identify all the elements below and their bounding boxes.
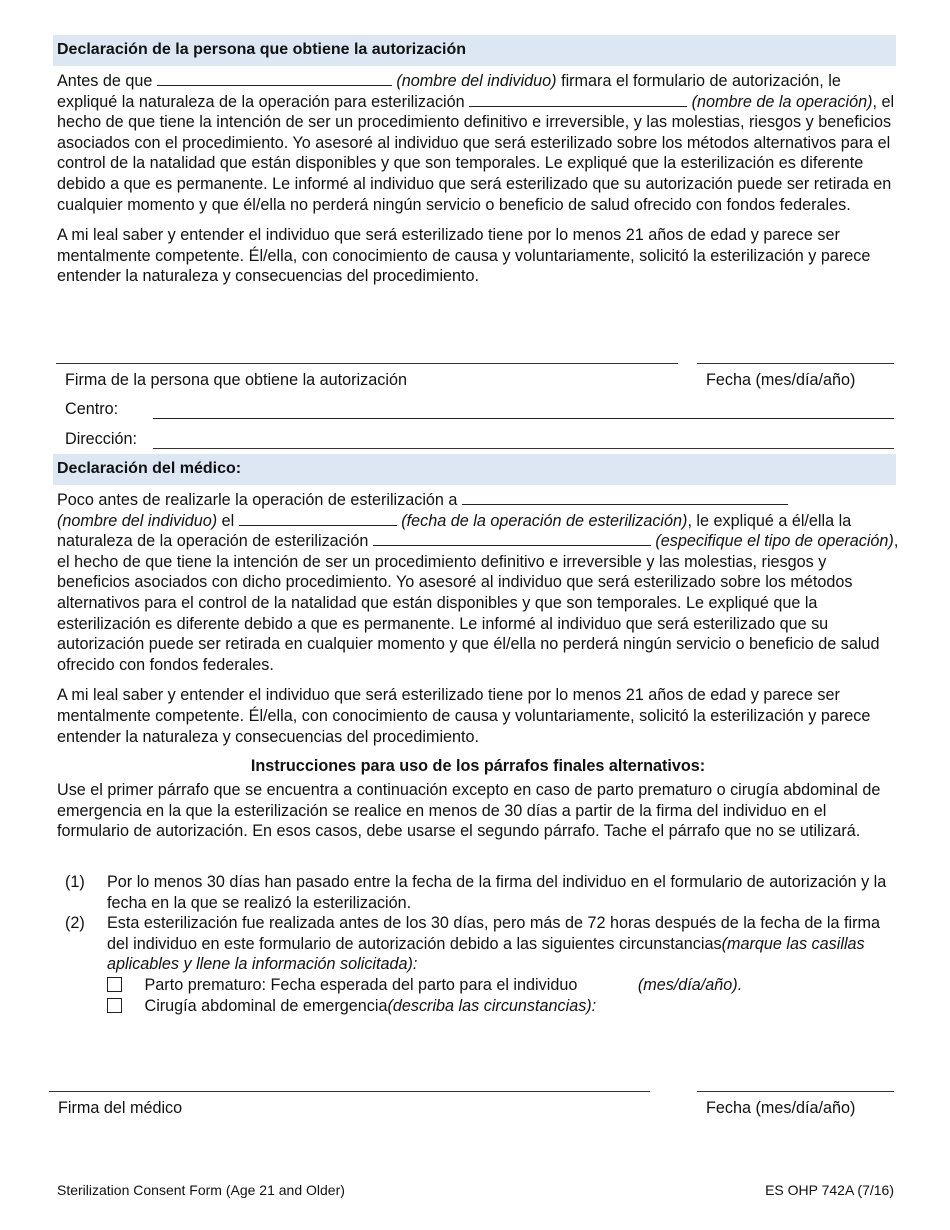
obtainer-signature-label: Firma de la persona que obtiene la autorización — [65, 371, 407, 389]
center-line[interactable] — [153, 418, 894, 419]
text-fragment: , el hecho de que tiene la intención de ser un procedimiento definitivo e irreversible, y las molestias, riesgos y beneficios asociados con el procedimiento. Yo asesoré al individuo que será esterilizado sobre los métodos alternativos para el control de la natalidad que están disponibles y que son temporales. Le expliqué que la esterilización es diferente debido a que es permanente. Le informé al individuo que será esterilizado que su autorización puede ser retirada en cualquier momento y que él/ella no perderá ningún servicio o beneficio de salud ofrecido con fondos federales. — [57, 92, 895, 214]
physician-individual-name-blank[interactable] — [462, 490, 788, 505]
text-fragment: Antes de que — [57, 72, 153, 90]
form-code: ES OHP 742A (7/16) — [765, 1182, 894, 1198]
operation-name-blank[interactable] — [469, 92, 687, 107]
obtainer-statement — [57, 71, 899, 287]
section-title: Declaración de la persona que obtiene la autorización — [57, 41, 466, 58]
instructions-paragraph: Use el primer párrafo que se encuentra a continuación excepto en caso de parto prematuro o cirugía abdominal de emergencia en la que la esterilización se realice en menos de 30 días a partir de la firma del individuo en el formulario de autorización. En esos casos, debe usarse el segundo párrafo. Tache el párrafo que no se utilizará. — [57, 781, 881, 841]
instructions-text — [57, 780, 899, 842]
operation-type-blank[interactable] — [373, 531, 651, 546]
text-fragment: (especifique el tipo de operación) — [655, 532, 894, 551]
section-header-obtainer — [53, 35, 896, 66]
emergency-surgery-option — [107, 996, 596, 1017]
premature-birth-label: Parto prematuro: Fecha esperada del parto para el individuo — [144, 976, 578, 994]
text-fragment: (nombre del individuo) — [57, 511, 218, 530]
address-line[interactable] — [153, 448, 894, 449]
physician-date-label: Fecha (mes/día/año) — [706, 1099, 856, 1117]
text-fragment: Poco antes de realizarle la operación de esterilización a — [57, 491, 458, 509]
text-fragment: firmara el formulario de autorización, le expliqué la naturaleza de la operación para esterilización — [57, 72, 841, 111]
text-fragment: el — [221, 511, 235, 530]
text-fragment: (marque las casillas aplicables y llene la información solicitada): — [107, 934, 865, 974]
option-text — [107, 913, 897, 975]
text-fragment: , le expliqué a él/ella la naturaleza de la operación de esterilización — [57, 511, 852, 551]
text-fragment: , el hecho de que tiene la intención de ser un procedimiento definitivo e irreversible y las molestias, riesgos y beneficios asociados con dicho procedimiento. Yo asesoré al individuo que será esterilizado sobre los métodos alternativos para el control de la natalidad que están disponibles y que son temporales. Le expliqué que la esterilización es diferente debido a que es permanente. Le informé al individuo que será esterilizado que su autorización puede ser retirada en cualquier momento y que él/ella no perderá ningún servicio o beneficio de salud ofrecido con fondos federales. — [57, 532, 899, 674]
option-number: (2) — [65, 914, 85, 932]
physician-date-line[interactable] — [697, 1091, 894, 1092]
address-label: Dirección: — [65, 430, 137, 448]
premature-birth-checkbox[interactable] — [107, 977, 122, 992]
instructions-title: Instrucciones para uso de los párrafos finales alternativos: — [250, 757, 706, 775]
text-fragment: Esta esterilización fue realizada antes de los 30 días, pero más de 72 horas después de la fecha de la firma del individuo en este formulario de autorización debido a las siguientes circunstancias — [107, 914, 880, 953]
text-fragment: (nombre de la operación) — [691, 92, 873, 111]
physician-paragraph-2: A mi leal saber y entender el individuo que será esterilizado tiene por lo menos 21 años de edad y parece ser mentalmente competente. Él/ella, con conocimiento de causa y voluntariamente, solicitó la esterilización y parece entender la naturaleza y consecuencias del procedimiento. — [57, 686, 871, 746]
premature-birth-option — [107, 975, 742, 996]
operation-date-blank[interactable] — [239, 511, 397, 526]
obtainer-date-label: Fecha (mes/día/año) — [706, 371, 856, 389]
text-fragment: (fecha de la operación de esterilización) — [401, 511, 688, 530]
premature-birth-suffix: (mes/día/año). — [637, 976, 743, 994]
physician-signature-label: Firma del médico — [58, 1099, 183, 1117]
individual-name-blank[interactable] — [157, 71, 392, 86]
emergency-surgery-label: Cirugía abdominal de emergencia — [144, 997, 388, 1015]
obtainer-date-line[interactable] — [697, 363, 894, 364]
form-name: Sterilization Consent Form (Age 21 and Older) — [57, 1182, 345, 1198]
emergency-surgery-checkbox[interactable] — [107, 998, 122, 1013]
section-title: Declaración del médico: — [57, 460, 242, 477]
emergency-surgery-suffix: (describa las circunstancias): — [387, 997, 597, 1015]
text-fragment: (nombre del individuo) — [396, 72, 557, 90]
center-label: Centro: — [65, 400, 119, 418]
physician-statement — [57, 490, 899, 747]
option-text: Por lo menos 30 días han pasado entre la fecha de la firma del individuo en el formulario de autorización y la fecha en la que se realizó la esterilización. — [107, 873, 887, 912]
option-number: (1) — [65, 873, 85, 891]
obtainer-paragraph-2: A mi leal saber y entender el individuo que será esterilizado tiene por lo menos 21 años de edad y parece ser mentalmente competente. Él/ella, con conocimiento de causa y voluntariamente, solicitó la esterilización y parece entender la naturaleza y consecuencias del procedimiento. — [57, 226, 871, 286]
section-header-physician — [53, 454, 896, 485]
obtainer-signature-line[interactable] — [56, 363, 678, 364]
physician-signature-line[interactable] — [49, 1091, 650, 1092]
